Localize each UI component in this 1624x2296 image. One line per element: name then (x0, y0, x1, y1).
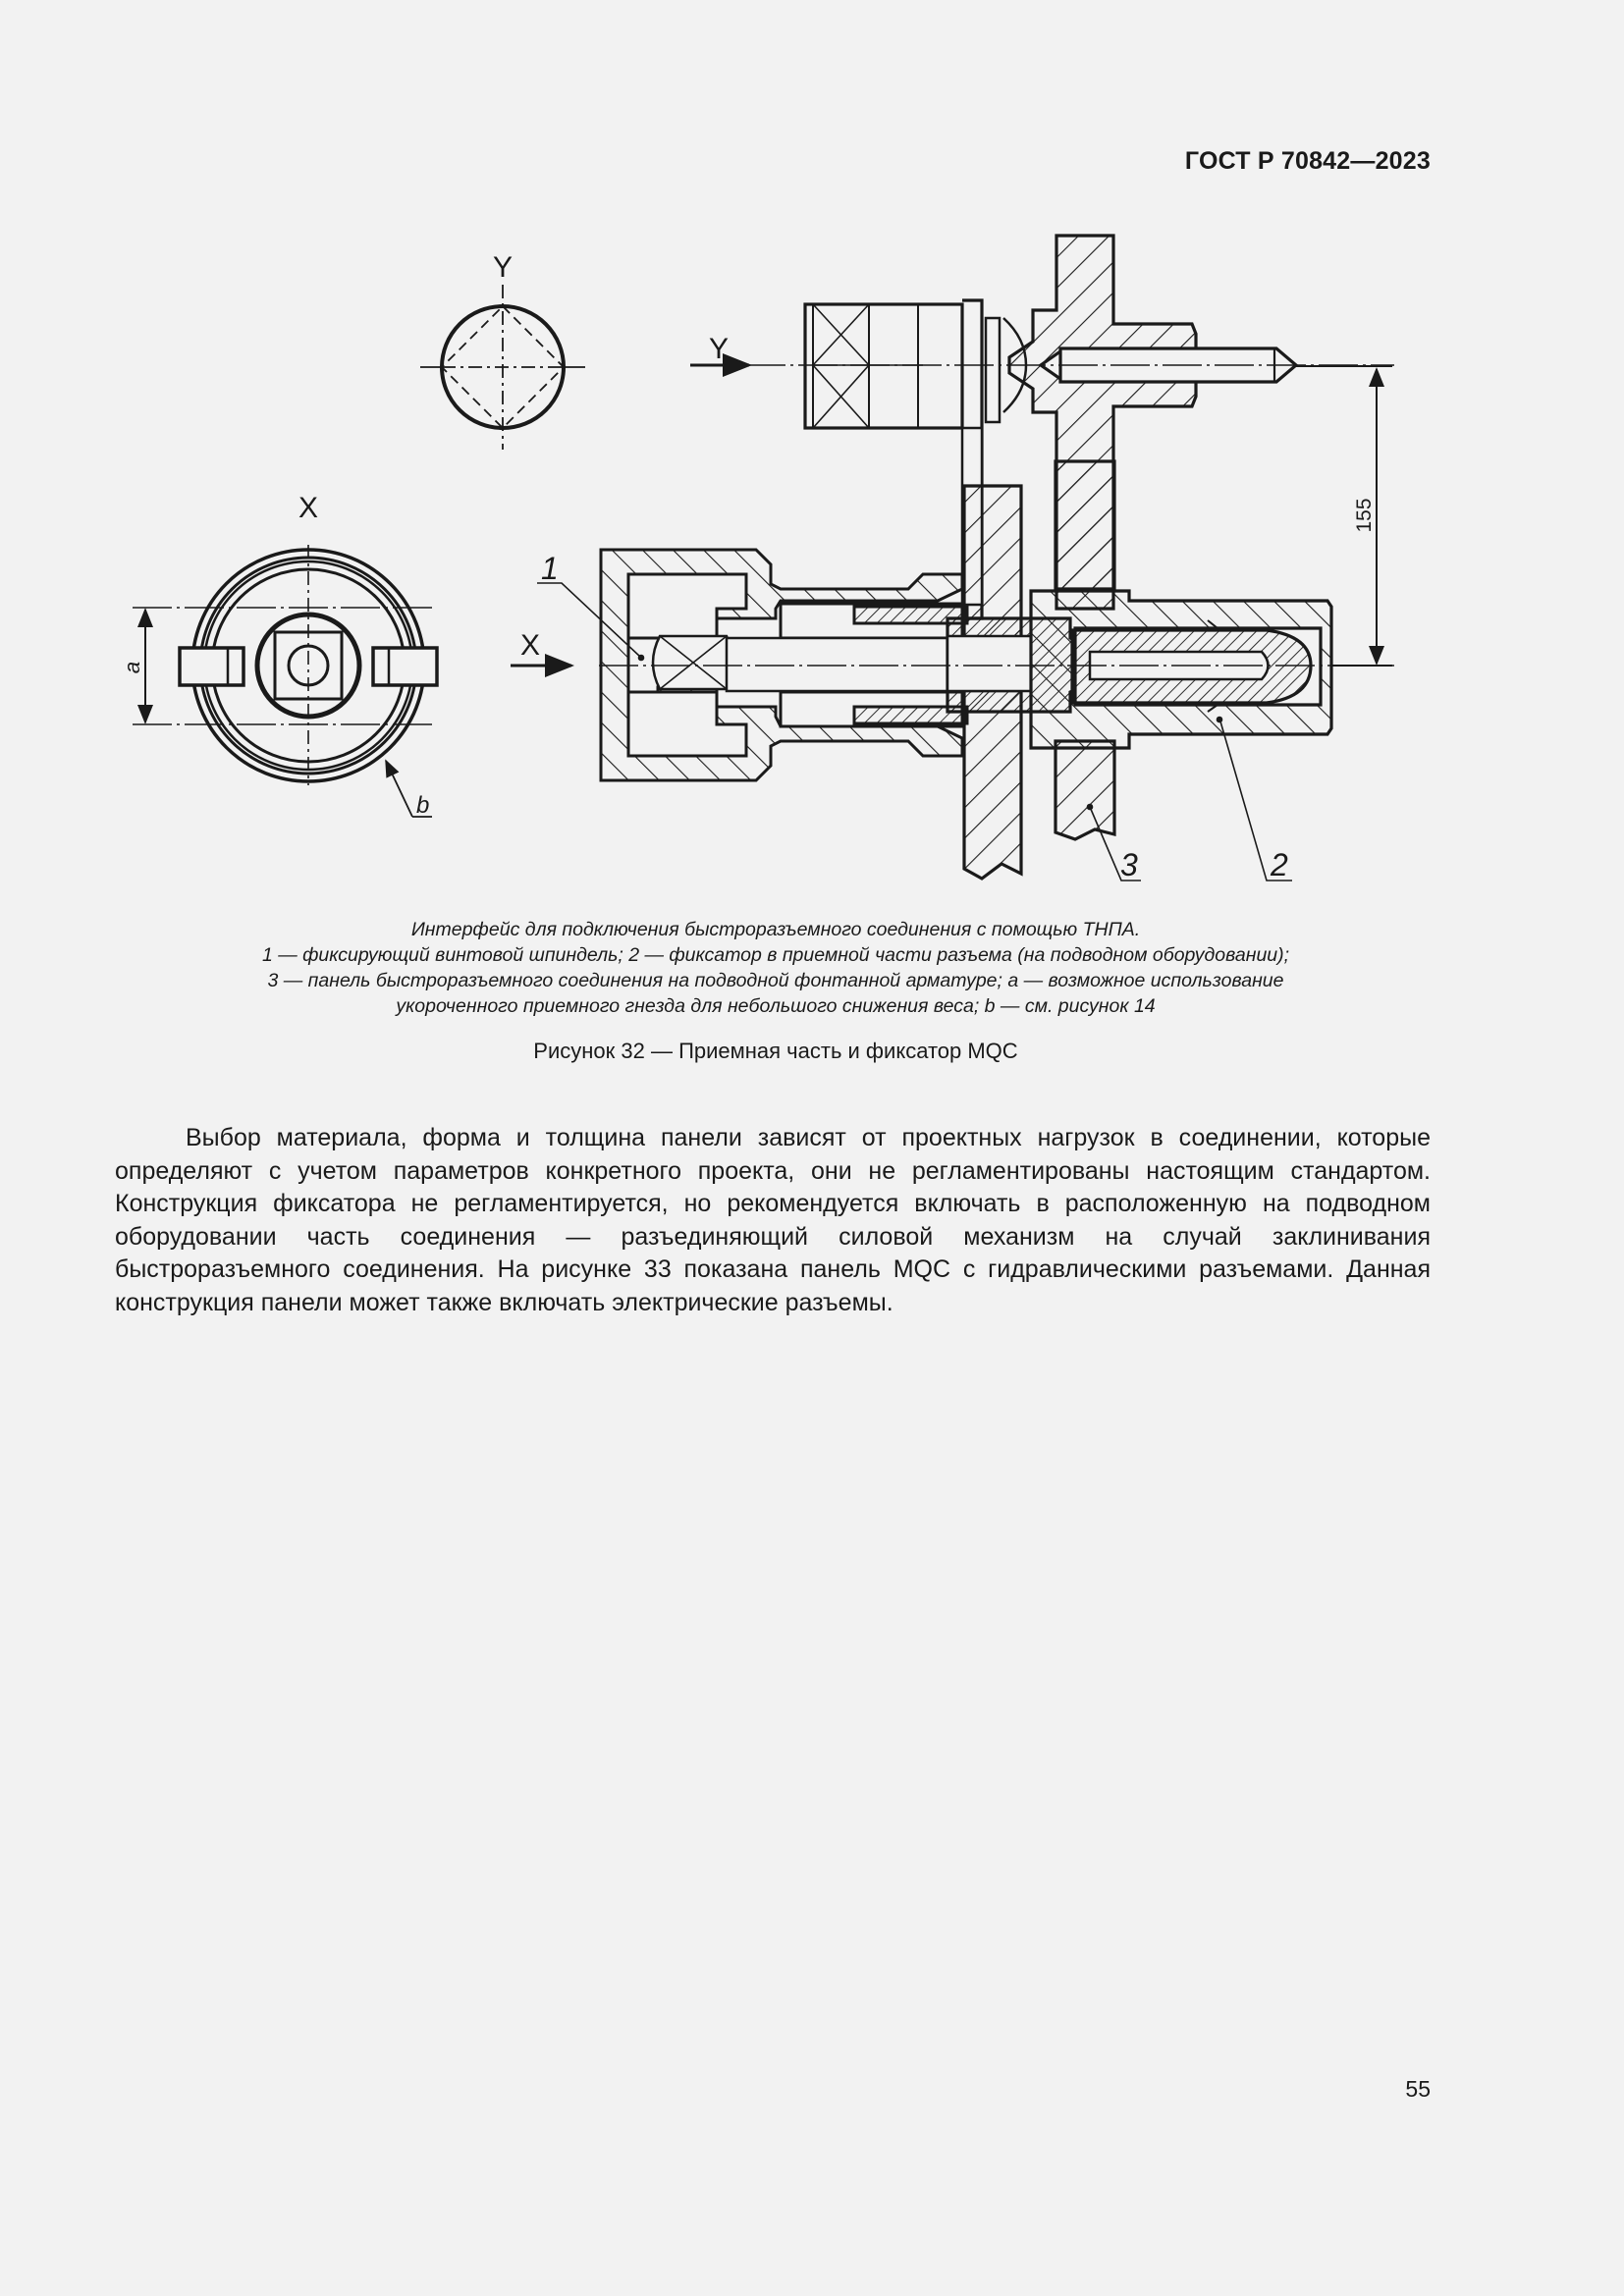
callout-b-label: b (416, 792, 430, 819)
dimension-155-label: 155 (1353, 498, 1376, 533)
arrow-x-label: X (520, 629, 541, 662)
fixture-body (1031, 591, 1331, 748)
legend-line: 3 — панель быстроразъемного соединения на подводной фонтанной арматуре; a — возможное использование (267, 970, 1284, 991)
callout-2: 2 (1271, 847, 1288, 882)
legend-line: укороченного приемного гнезда для небольшого снижения веса; b — см. рисунок 14 (396, 995, 1156, 1017)
page-number: 55 (1405, 2076, 1431, 2102)
body-paragraph: Выбор материала, форма и толщина панели зависят от проектных нагрузок в соединении, которые определяют с учетом параметров конкретного проекта, они не регламентированы настоящим стандартом. Конструкция фиксатора не регламентируется, но рекомендуется включать в расположенную на подводном оборудовании часть соединения — разъединяющий силовой механизм на случай заклинивания быстроразъемного соединения. На рисунке 33 показана панель MQC с гидравлическими разъемами. Данная конструкция панели может также включать электрические разъемы. (115, 1124, 1431, 1316)
upper-assembly (805, 236, 1296, 618)
legend-line: 1 — фиксирующий винтовой шпиндель; 2 — фиксатор в приемной части разъема (на подводном оборудовании); (261, 944, 1290, 966)
callout-3: 3 (1120, 847, 1138, 882)
arrow-y-label: Y (709, 333, 730, 365)
document-code-header: ГОСТ Р 70842—2023 (1184, 147, 1431, 175)
view-x-detail (133, 545, 437, 817)
technical-drawing (0, 0, 1624, 903)
view-y-detail (420, 285, 585, 450)
view-x-label: X (298, 492, 319, 524)
dimension-a-label: a (120, 661, 144, 674)
callout-1: 1 (541, 551, 559, 586)
legend-line: Интерфейс для подключения быстроразъемного соединения с помощью ТНПА. (410, 919, 1141, 940)
view-y-label: Y (492, 251, 514, 284)
figure-legend (177, 917, 1375, 1019)
figure-title: Рисунок 32 — Приемная часть и фиксатор MQC (533, 1039, 1018, 1063)
